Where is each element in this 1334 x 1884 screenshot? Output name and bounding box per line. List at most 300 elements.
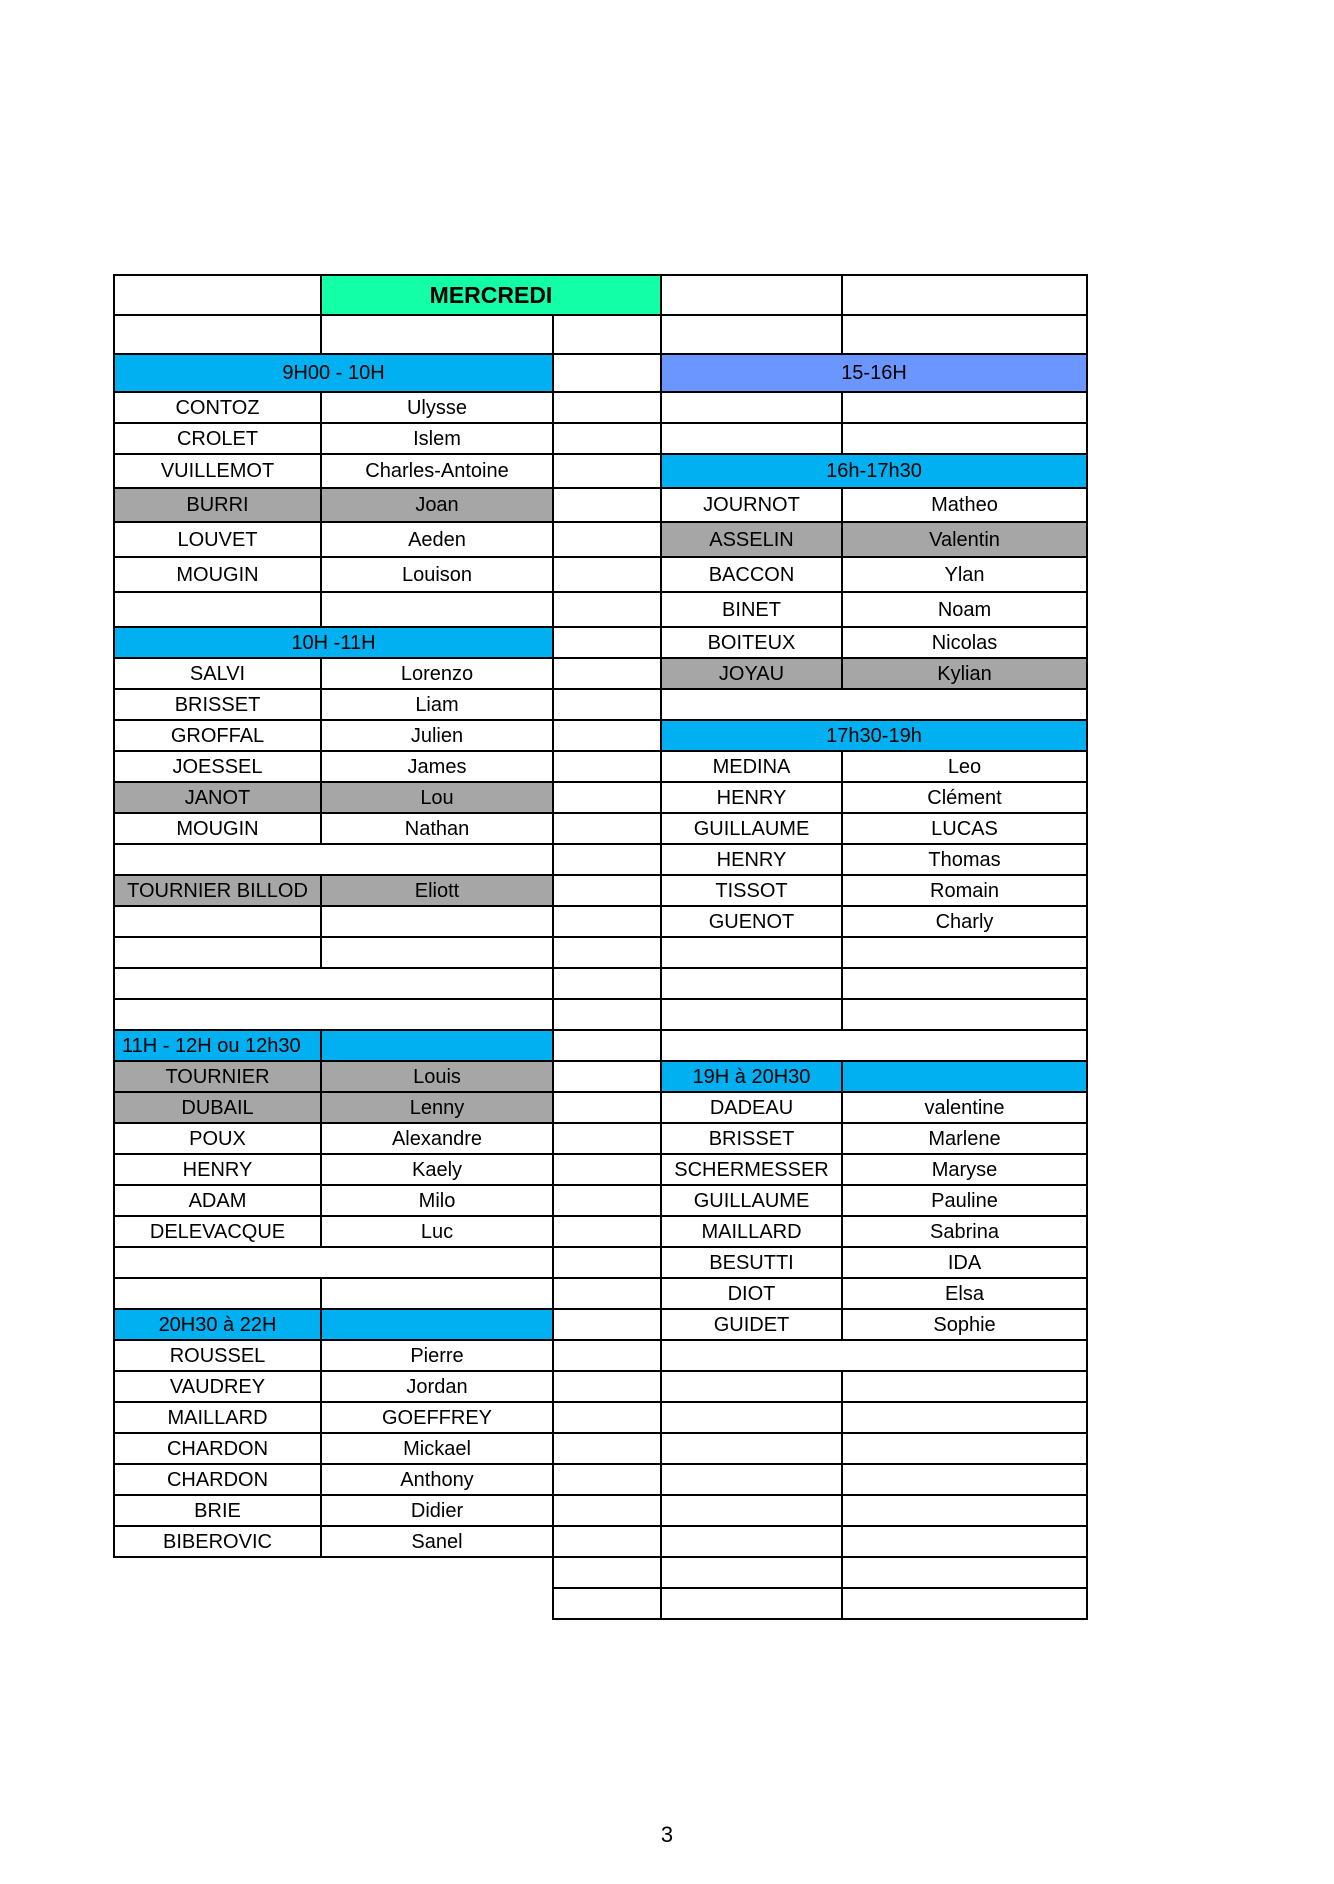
grid-line: [320, 1463, 554, 1465]
empty-cell: [553, 1030, 661, 1061]
grid-line: [552, 1246, 662, 1248]
grid-line: [552, 314, 662, 316]
last-name-cell: ROUSSEL: [169, 1344, 266, 1367]
grid-line: [1086, 1184, 1088, 1217]
grid-line: [1086, 936, 1088, 969]
grid-line: [320, 719, 554, 721]
grid-line: [113, 453, 115, 489]
grid-line: [660, 1494, 843, 1496]
grid-line: [660, 688, 662, 721]
grid-line: [552, 1370, 662, 1372]
grid-line: [113, 353, 554, 355]
empty-cell: [553, 1154, 661, 1185]
time-slot-header: 20H30 à 22H: [114, 1309, 321, 1340]
grid-line: [841, 422, 843, 455]
empty-cell: [114, 844, 553, 875]
empty-cell: [114, 937, 321, 968]
grid-line: [660, 874, 662, 907]
grid-line: [841, 1122, 843, 1155]
first-name-cell: Noam: [937, 598, 992, 621]
grid-line: [113, 1060, 322, 1062]
last-name-cell: VUILLEMOT: [160, 460, 275, 482]
last-name-cell: BRISSET: [174, 693, 261, 716]
grid-line: [113, 1122, 322, 1124]
last-name-cell: DELEVACQUE: [149, 1220, 286, 1243]
grid-line: [841, 391, 1088, 393]
grid-line: [1086, 812, 1088, 845]
grid-line: [1086, 453, 1088, 489]
grid-line: [552, 487, 662, 489]
grid-line: [660, 487, 662, 523]
grid-line: [320, 1029, 554, 1031]
grid-line: [320, 274, 322, 316]
empty-cell: [553, 720, 661, 751]
first-name-cell: Leo: [947, 755, 982, 778]
empty-cell: [553, 1216, 661, 1247]
grid-line: [552, 1184, 554, 1217]
grid-line: [320, 1184, 554, 1186]
empty-cell: [661, 1030, 1087, 1061]
grid-line: [660, 905, 662, 938]
empty-cell: [661, 1557, 842, 1588]
first-name-cell: Marlene: [928, 1127, 1001, 1150]
time-slot-header: 15-16H: [661, 354, 1087, 392]
grid-line: [552, 1060, 554, 1093]
grid-line: [113, 1308, 115, 1341]
last-name-cell: JOYAU: [661, 658, 842, 689]
grid-line: [113, 274, 322, 276]
empty-cell: [842, 315, 1087, 354]
grid-line: [320, 1215, 322, 1248]
last-name-cell: MAILLARD: [701, 1220, 802, 1243]
grid-line: [660, 487, 843, 489]
last-name-cell: POUX: [189, 1127, 246, 1150]
grid-line: [552, 391, 554, 424]
empty-cell: [321, 1278, 553, 1309]
empty-cell: [661, 1340, 1087, 1371]
grid-line: [841, 591, 843, 628]
first-name-cell: LUCAS: [931, 817, 998, 840]
grid-line: [320, 1525, 322, 1558]
last-name-cell: JOESSEL: [172, 755, 263, 778]
empty-cell: [114, 999, 553, 1030]
grid-line: [841, 843, 1088, 845]
time-slot-header: 10H -11H: [114, 627, 553, 658]
grid-line: [552, 353, 662, 355]
grid-line: [660, 1153, 662, 1186]
grid-line: [320, 314, 322, 355]
first-name-cell: Elsa: [945, 1282, 984, 1305]
last-name-cell: CHARDON: [166, 1437, 269, 1460]
grid-line: [320, 1029, 322, 1062]
grid-line: [320, 1556, 554, 1558]
empty-cell: [553, 1309, 661, 1340]
grid-line: [113, 1463, 322, 1465]
empty-cell: [661, 968, 842, 999]
grid-line: [552, 936, 554, 969]
grid-line: [1086, 657, 1088, 690]
grid-line: [113, 1029, 115, 1062]
first-name-cell: Nicolas: [931, 631, 998, 654]
grid-line: [320, 391, 554, 393]
grid-line: [552, 422, 662, 424]
grid-line: [841, 1184, 1088, 1186]
empty-cell: [553, 392, 661, 423]
grid-line: [320, 556, 322, 593]
grid-line: [552, 591, 554, 628]
grid-line: [841, 998, 1088, 1000]
grid-line: [841, 1215, 843, 1248]
empty-cell: [321, 906, 553, 937]
grid-line: [552, 781, 554, 814]
grid-line: [113, 1246, 554, 1248]
last-name-cell: TOURNIER: [114, 1061, 321, 1092]
empty-cell: [553, 488, 661, 522]
empty-cell: [842, 1557, 1087, 1588]
grid-line: [113, 1246, 115, 1279]
grid-line: [113, 688, 115, 721]
grid-line: [660, 843, 662, 876]
grid-line: [841, 274, 1088, 276]
grid-line: [660, 998, 662, 1031]
grid-line: [660, 1091, 662, 1124]
grid-line: [113, 781, 322, 783]
grid-line: [660, 274, 843, 276]
grid-line: [841, 781, 843, 814]
grid-line: [1086, 556, 1088, 593]
grid-line: [552, 391, 662, 393]
grid-line: [660, 688, 1088, 690]
grid-line: [1086, 750, 1088, 783]
first-name-cell: IDA: [947, 1251, 982, 1274]
last-name-cell: BINET: [722, 598, 781, 621]
grid-line: [320, 874, 322, 907]
grid-line: [113, 487, 322, 489]
grid-line: [660, 967, 662, 1000]
first-name-cell: Nathan: [404, 817, 470, 840]
first-name-cell: Eliott: [321, 875, 553, 906]
grid-line: [113, 391, 322, 393]
empty-cell: [553, 1061, 661, 1092]
grid-line: [1086, 1339, 1088, 1372]
grid-line: [1086, 1277, 1088, 1310]
grid-line: [1086, 781, 1088, 814]
grid-line: [320, 487, 554, 489]
first-name-cell: Clément: [927, 786, 1002, 809]
grid-line: [552, 1308, 554, 1341]
grid-line: [320, 1153, 554, 1155]
first-name-cell: Jordan: [406, 1375, 468, 1398]
last-name-cell: BURRI: [114, 488, 321, 522]
first-name-cell: Islem: [413, 427, 461, 450]
grid-line: [113, 843, 115, 876]
first-name-cell: Kylian: [842, 658, 1087, 689]
grid-line: [841, 1463, 1088, 1465]
grid-line: [552, 1091, 554, 1124]
last-name-cell: GROFFAL: [170, 724, 265, 747]
grid-line: [552, 1463, 662, 1465]
grid-line: [1086, 719, 1088, 752]
grid-line: [320, 1215, 554, 1217]
grid-line: [113, 1060, 115, 1093]
grid-line: [320, 905, 322, 938]
grid-line: [841, 874, 843, 907]
grid-line: [552, 1029, 554, 1062]
grid-line: [841, 1153, 1088, 1155]
grid-line: [552, 1339, 554, 1372]
grid-line: [113, 750, 322, 752]
grid-line: [841, 487, 1088, 489]
grid-line: [320, 521, 322, 558]
grid-line: [1086, 1370, 1088, 1403]
grid-line: [113, 1308, 322, 1310]
grid-line: [113, 1029, 322, 1031]
grid-line: [320, 1091, 322, 1124]
grid-line: [113, 905, 115, 938]
grid-line: [552, 688, 662, 690]
empty-cell: [553, 1433, 661, 1464]
grid-line: [660, 391, 843, 393]
empty-cell: [553, 1247, 661, 1278]
first-name-cell: Mickael: [403, 1437, 471, 1460]
empty-cell: [114, 1278, 321, 1309]
grid-line: [320, 422, 322, 455]
grid-line: [552, 1184, 662, 1186]
grid-line: [113, 314, 322, 316]
empty-cell: [553, 751, 661, 782]
grid-line: [660, 1215, 662, 1248]
grid-line: [660, 1370, 662, 1403]
grid-line: [552, 812, 662, 814]
grid-line: [320, 936, 322, 969]
first-name-cell: Louis: [321, 1061, 553, 1092]
grid-line: [841, 591, 1088, 593]
grid-line: [320, 1401, 554, 1403]
last-name-cell: HENRY: [182, 1158, 253, 1181]
grid-line: [320, 391, 322, 424]
empty-cell: [553, 1371, 661, 1402]
grid-line: [841, 1556, 843, 1589]
time-slot-header: 16h-17h30: [661, 454, 1087, 488]
grid-line: [660, 1153, 843, 1155]
grid-line: [552, 1556, 554, 1589]
grid-line: [841, 314, 843, 355]
first-name-cell: James: [407, 755, 467, 778]
grid-line: [552, 719, 554, 752]
grid-line: [841, 1432, 1088, 1434]
grid-line: [660, 1556, 662, 1589]
grid-line: [552, 905, 662, 907]
grid-line: [320, 1370, 554, 1372]
grid-line: [113, 1122, 115, 1155]
grid-line: [841, 626, 843, 659]
grid-line: [1086, 1525, 1088, 1558]
last-name-cell: DUBAIL: [114, 1092, 321, 1123]
first-name-cell: Valentin: [842, 522, 1087, 557]
empty-cell: [553, 1123, 661, 1154]
grid-line: [113, 1215, 322, 1217]
grid-line: [552, 1277, 662, 1279]
empty-cell: [553, 592, 661, 627]
grid-line: [660, 1587, 662, 1620]
grid-line: [320, 1432, 554, 1434]
last-name-cell: GUILLAUME: [693, 817, 810, 840]
grid-line: [660, 591, 662, 628]
grid-line: [552, 314, 554, 355]
grid-line: [1086, 422, 1088, 455]
first-name-cell: Pierre: [410, 1344, 464, 1367]
empty-cell: [842, 968, 1087, 999]
empty-cell: [553, 1464, 661, 1495]
grid-line: [841, 750, 843, 783]
grid-line: [113, 1339, 115, 1372]
grid-line: [552, 521, 662, 523]
empty-cell: [553, 1185, 661, 1216]
grid-line: [320, 905, 554, 907]
grid-line: [552, 1401, 554, 1434]
last-name-cell: GUIDET: [713, 1313, 790, 1336]
grid-line: [1086, 1215, 1088, 1248]
grid-line: [113, 1277, 322, 1279]
last-name-cell: BRIE: [194, 1499, 241, 1522]
grid-line: [552, 657, 662, 659]
grid-line: [841, 1587, 843, 1620]
empty-cell: [114, 275, 321, 315]
empty-cell: [553, 844, 661, 875]
grid-line: [841, 422, 1088, 424]
empty-cell: [661, 999, 842, 1030]
grid-line: [320, 719, 322, 752]
grid-line: [841, 391, 843, 424]
grid-line: [660, 274, 662, 316]
grid-line: [841, 1060, 843, 1093]
grid-line: [113, 391, 115, 424]
grid-line: [552, 556, 662, 558]
grid-line: [841, 1370, 843, 1403]
first-name-cell: Lenny: [321, 1092, 553, 1123]
grid-line: [320, 1401, 322, 1434]
empty-cell: [661, 1371, 842, 1402]
grid-line: [841, 750, 1088, 752]
grid-line: [320, 936, 554, 938]
grid-line: [552, 967, 662, 969]
grid-line: [1086, 314, 1088, 355]
grid-line: [660, 843, 843, 845]
empty-cell: [842, 1464, 1087, 1495]
grid-line: [552, 750, 554, 783]
grid-line: [660, 1432, 662, 1465]
grid-line: [841, 556, 1088, 558]
grid-line: [113, 1463, 115, 1496]
grid-line: [113, 487, 115, 523]
grid-line: [552, 453, 554, 489]
grid-line: [552, 1060, 662, 1062]
last-name-cell: ADAM: [188, 1189, 247, 1212]
grid-line: [320, 274, 662, 276]
grid-line: [660, 874, 843, 876]
grid-line: [1086, 1556, 1088, 1589]
empty-cell: [553, 999, 661, 1030]
first-name-cell: Maryse: [931, 1158, 998, 1181]
grid-line: [320, 750, 554, 752]
grid-line: [841, 1618, 1088, 1620]
grid-line: [1086, 591, 1088, 628]
empty-cell: [553, 782, 661, 813]
grid-line: [841, 556, 843, 593]
first-name-cell: Thomas: [928, 848, 1001, 871]
grid-line: [1086, 391, 1088, 424]
grid-line: [552, 843, 554, 876]
grid-line: [660, 1091, 843, 1093]
empty-cell: [553, 423, 661, 454]
last-name-cell: CONTOZ: [175, 396, 260, 419]
grid-line: [552, 453, 662, 455]
grid-line: [320, 1432, 322, 1465]
grid-line: [841, 874, 1088, 876]
grid-line: [841, 1246, 1088, 1248]
grid-line: [660, 314, 662, 355]
grid-line: [552, 1525, 662, 1527]
grid-line: [113, 657, 115, 690]
grid-line: [552, 1432, 554, 1465]
grid-line: [113, 1525, 115, 1558]
first-name-cell: Liam: [415, 693, 459, 716]
empty-cell: [842, 1588, 1087, 1619]
grid-line: [841, 314, 1088, 316]
grid-line: [841, 1246, 843, 1279]
grid-line: [552, 1587, 554, 1620]
grid-line: [320, 591, 554, 593]
grid-line: [320, 812, 322, 845]
grid-line: [660, 422, 843, 424]
grid-line: [841, 1215, 1088, 1217]
grid-line: [320, 1122, 322, 1155]
grid-line: [113, 591, 322, 593]
grid-line: [113, 1339, 322, 1341]
empty-cell: [842, 1495, 1087, 1526]
grid-line: [552, 1122, 662, 1124]
grid-line: [660, 998, 843, 1000]
grid-line: [320, 1277, 322, 1310]
grid-line: [841, 1525, 843, 1558]
grid-line: [320, 1339, 322, 1372]
grid-line: [1086, 1432, 1088, 1465]
empty-cell: [661, 1464, 842, 1495]
grid-line: [552, 1556, 662, 1558]
last-name-cell: MOUGIN: [176, 563, 259, 586]
first-name-cell: Charles-Antoine: [365, 460, 509, 482]
grid-line: [113, 1525, 322, 1527]
grid-line: [1086, 843, 1088, 876]
grid-line: [552, 1432, 662, 1434]
grid-line: [113, 353, 115, 393]
empty-cell: [842, 392, 1087, 423]
grid-line: [660, 781, 843, 783]
first-name-cell: Luc: [420, 1220, 454, 1243]
grid-line: [660, 1215, 843, 1217]
grid-line: [660, 353, 1088, 355]
grid-line: [660, 1432, 843, 1434]
empty-cell: [661, 392, 842, 423]
grid-line: [841, 521, 1088, 523]
grid-line: [1086, 1122, 1088, 1155]
grid-line: [841, 905, 1088, 907]
grid-line: [841, 936, 1088, 938]
grid-line: [113, 1370, 322, 1372]
grid-line: [320, 750, 322, 783]
empty-cell: [553, 875, 661, 906]
grid-line: [320, 874, 554, 876]
